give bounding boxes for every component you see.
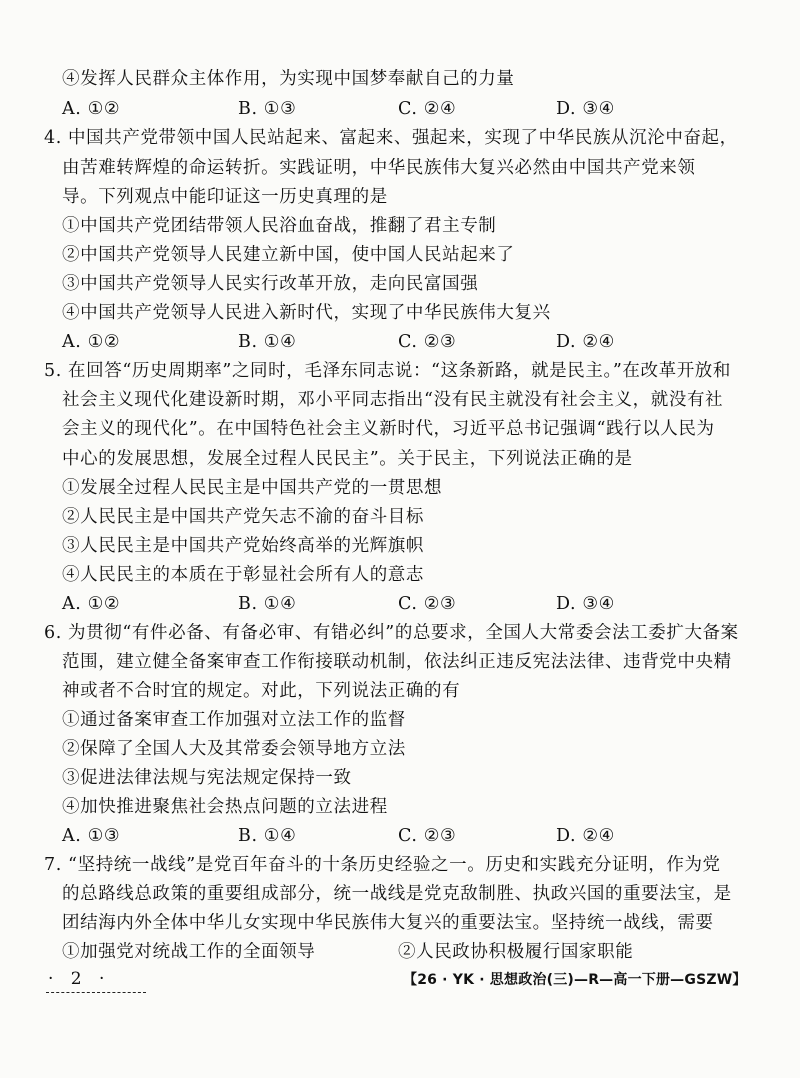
q6-statement-2: ②保障了全国人大及其常委会领导地方立法 bbox=[62, 739, 406, 759]
q4-option-a: A. ①② bbox=[62, 332, 121, 352]
q3-option-d: D. ③④ bbox=[556, 99, 615, 119]
exam-code: 【26 · YK · 思想政治(三)—R—高一下册—GSZW】 bbox=[403, 972, 747, 988]
footer-divider bbox=[46, 992, 146, 993]
q7-stem-line: 7. “坚持统一战线”是党百年奋斗的十条历史经验之一。历史和实践充分证明，作为党 bbox=[44, 855, 721, 875]
q5-option-c: C. ②③ bbox=[398, 594, 457, 614]
q4-stem-line: 导。下列观点中能印证这一历史真理的是 bbox=[62, 187, 388, 207]
q5-statement-1: ①发展全过程人民民主是中国共产党的一贯思想 bbox=[62, 478, 443, 498]
q5-stem-line: 会主义的现代化”。在中国特色社会主义新时代，习近平总书记强调“践行以人民为 bbox=[62, 419, 715, 439]
q5-stem-line: 社会主义现代化建设新时期，邓小平同志指出“没有民主就没有社会主义，就没有社 bbox=[62, 390, 724, 410]
q3-option-a: A. ①② bbox=[62, 99, 121, 119]
q6-option-b: B. ①④ bbox=[238, 826, 297, 846]
q3-option-c: C. ②④ bbox=[398, 99, 457, 119]
q7-statement-1: ①加强党对统战工作的全面领导 bbox=[62, 942, 316, 962]
q4-statement-2: ②中国共产党领导人民建立新中国，使中国人民站起来了 bbox=[62, 245, 515, 265]
q6-statement-4: ④加快推进聚焦社会热点问题的立法进程 bbox=[62, 797, 388, 817]
q6-stem-line: 神或者不合时宜的规定。对此，下列说法正确的有 bbox=[62, 681, 461, 701]
q5-stem-line: 中心的发展思想，发展全过程人民民主”。关于民主，下列说法正确的是 bbox=[62, 449, 633, 469]
q6-stem-line: 范围，建立健全备案审查工作衔接联动机制，依法纠正违反宪法法律、违背党中央精 bbox=[62, 652, 732, 672]
q3-statement-4: ④发挥人民群众主体作用，为实现中国梦奉献自己的力量 bbox=[62, 69, 515, 89]
q7-stem-line: 的总路线总政策的重要组成部分，统一战线是党克敌制胜、执政兴国的重要法宝，是 bbox=[62, 884, 732, 904]
q4-stem-line: 由苦难转辉煌的命运转折。实践证明，中华民族伟大复兴必然由中国共产党来领 bbox=[62, 158, 696, 178]
q5-statement-3: ③人民民主是中国共产党始终高举的光辉旗帜 bbox=[62, 536, 424, 556]
q5-option-d: D. ③④ bbox=[556, 594, 615, 614]
q5-statement-2: ②人民民主是中国共产党矢志不渝的奋斗目标 bbox=[62, 507, 424, 527]
q5-option-a: A. ①② bbox=[62, 594, 121, 614]
q4-statement-3: ③中国共产党领导人民实行改革开放，走向民富国强 bbox=[62, 274, 479, 294]
q6-stem-line: 6. 为贯彻“有件必备、有备必审、有错必纠”的总要求，全国人大常委会法工委扩大备案 bbox=[44, 623, 739, 643]
q6-statement-3: ③促进法律法规与宪法规定保持一致 bbox=[62, 768, 352, 788]
q5-stem-line: 5. 在回答“历史周期率”之同时，毛泽东同志说：“这条新路，就是民主。”在改革开放和 bbox=[44, 361, 731, 381]
q5-option-b: B. ①④ bbox=[238, 594, 297, 614]
q7-stem-line: 团结海内外全体中华儿女实现中华民族伟大复兴的重要法宝。坚持统一战线，需要 bbox=[62, 913, 714, 933]
q4-statement-4: ④中国共产党领导人民进入新时代，实现了中华民族伟大复兴 bbox=[62, 303, 551, 323]
q6-option-c: C. ②③ bbox=[398, 826, 457, 846]
q4-option-b: B. ①④ bbox=[238, 332, 297, 352]
q6-option-a: A. ①③ bbox=[62, 826, 121, 846]
q5-statement-4: ④人民民主的本质在于彰显社会所有人的意志 bbox=[62, 565, 424, 585]
q4-statement-1: ①中国共产党团结带领人民浴血奋战，推翻了君主专制 bbox=[62, 216, 497, 236]
q4-option-c: C. ②③ bbox=[398, 332, 457, 352]
q4-option-d: D. ②④ bbox=[556, 332, 615, 352]
q3-option-b: B. ①③ bbox=[238, 99, 297, 119]
q6-option-d: D. ②④ bbox=[556, 826, 615, 846]
q4-stem-line: 4. 中国共产党带领中国人民站起来、富起来、强起来，实现了中华民族从沉沦中奋起， bbox=[44, 128, 738, 148]
q6-statement-1: ①通过备案审查工作加强对立法工作的监督 bbox=[62, 710, 406, 730]
q7-statement-2: ②人民政协积极履行国家职能 bbox=[398, 942, 634, 962]
page-number: · 2 · bbox=[48, 969, 111, 989]
